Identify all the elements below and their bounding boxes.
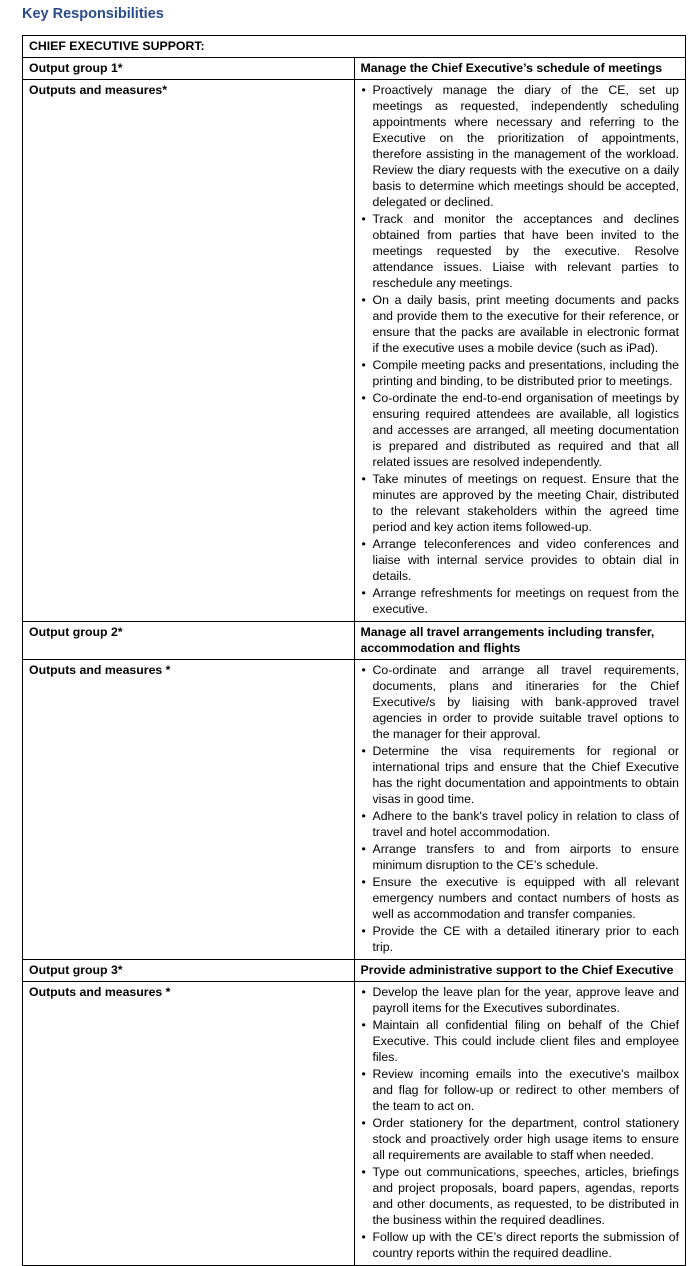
list-item: • Review incoming emails into the executive's mailbox and flag for follow-up or redirect to other members of the team to act on. — [373, 1066, 680, 1115]
list-item: • Provide the CE with a detailed itinerary prior to each trip. — [373, 923, 680, 956]
measures-cell — [354, 660, 686, 960]
section-title: CHIEF EXECUTIVE SUPPORT: — [23, 36, 686, 58]
measures-list — [361, 984, 680, 1262]
output-group-title: Provide administrative support to the Chief Executive — [354, 960, 686, 982]
list-item: • Proactively manage the diary of the CE, set up meetings as requested, independently scheduling appointments where necessary and referring to the Executive on the prioritization of appointments, therefore assisting in the management of the workload. Review the diary requests with the executive on a daily basis to determine which meetings should be accepted, delegated or declined. — [373, 82, 680, 211]
list-item: • Adhere to the bank's travel policy in relation to class of travel and hotel accommodation. — [373, 808, 680, 841]
measures-label: Outputs and measures * — [23, 982, 355, 1266]
list-item: • Follow up with the CE’s direct reports the submission of country reports within the required deadline. — [373, 1229, 680, 1262]
list-item: • Order stationery for the department, control stationery stock and proactively order high usage items to ensure all requirements are available to staff when needed. — [373, 1115, 680, 1164]
responsibilities-table — [22, 35, 686, 1266]
list-item: • Determine the visa requirements for regional or international trips and ensure that the Chief Executive has the right documentation and appointments to obtain visas in good time. — [373, 743, 680, 808]
list-item: • Track and monitor the acceptances and declines obtained from parties that have been invited to the meetings requested by the executive. Resolve attendance issues. Liaise with relevant parties to reschedule any meetings. — [373, 211, 680, 292]
measures-row — [23, 80, 686, 622]
output-group-label: Output group 3* — [23, 960, 355, 982]
measures-label: Outputs and measures* — [23, 80, 355, 622]
list-item: • Arrange refreshments for meetings on request from the executive. — [373, 585, 680, 618]
list-item: • Take minutes of meetings on request. Ensure that the minutes are approved by the meeting Chair, distributed to the relevant stakeholders within the agreed time period and key action items followed-up. — [373, 471, 680, 536]
output-group-title: Manage the Chief Executive’s schedule of meetings — [354, 58, 686, 80]
list-item: • Co-ordinate the end-to-end organisation of meetings by ensuring required attendees are available, all logistics and accesses are arranged, all meeting documentation is prepared and distributed as required and that all related issues are resolved independently. — [373, 390, 680, 471]
list-item: • Arrange transfers to and from airports to ensure minimum disruption to the CE’s schedule. — [373, 841, 680, 874]
output-group-label: Output group 2* — [23, 622, 355, 660]
measures-row — [23, 982, 686, 1266]
list-item: • Maintain all confidential filing on behalf of the Chief Executive. This could include client files and employee files. — [373, 1017, 680, 1066]
measures-list — [361, 662, 680, 956]
measures-cell — [354, 80, 686, 622]
output-group-title: Manage all travel arrangements including transfer, accommodation and flights — [354, 622, 686, 660]
page-heading: Key Responsibilities — [22, 6, 164, 22]
list-item: • Type out communications, speeches, articles, briefings and project proposals, board papers, agendas, reports and other documents, as requested, to be distributed in the business within the required deadlines. — [373, 1164, 680, 1229]
output-group-row — [23, 960, 686, 982]
list-item: • Compile meeting packs and presentations, including the printing and binding, to be distributed prior to meetings. — [373, 357, 680, 390]
list-item: • Develop the leave plan for the year, approve leave and payroll items for the Executives subordinates. — [373, 984, 680, 1017]
output-group-label: Output group 1* — [23, 58, 355, 80]
output-group-row — [23, 622, 686, 660]
measures-list — [361, 82, 680, 618]
list-item: • Co-ordinate and arrange all travel requirements, documents, plans and itineraries for the Chief Executive/s by liaising with bank-approved travel agencies in order to provide suitable travel options to the manager for their approval. — [373, 662, 680, 743]
output-group-row — [23, 58, 686, 80]
list-item: • On a daily basis, print meeting documents and packs and provide them to the executive for their reference, or ensure that the packs are available in electronic format if the executive uses a mobile device (such as iPad). — [373, 292, 680, 357]
measures-row — [23, 660, 686, 960]
measures-cell — [354, 982, 686, 1266]
list-item: • Arrange teleconferences and video conferences and liaise with internal service provides to obtain dial in details. — [373, 536, 680, 585]
measures-label: Outputs and measures * — [23, 660, 355, 960]
list-item: • Ensure the executive is equipped with all relevant emergency numbers and contact numbers of hosts as well as accommodation and transfer companies. — [373, 874, 680, 923]
